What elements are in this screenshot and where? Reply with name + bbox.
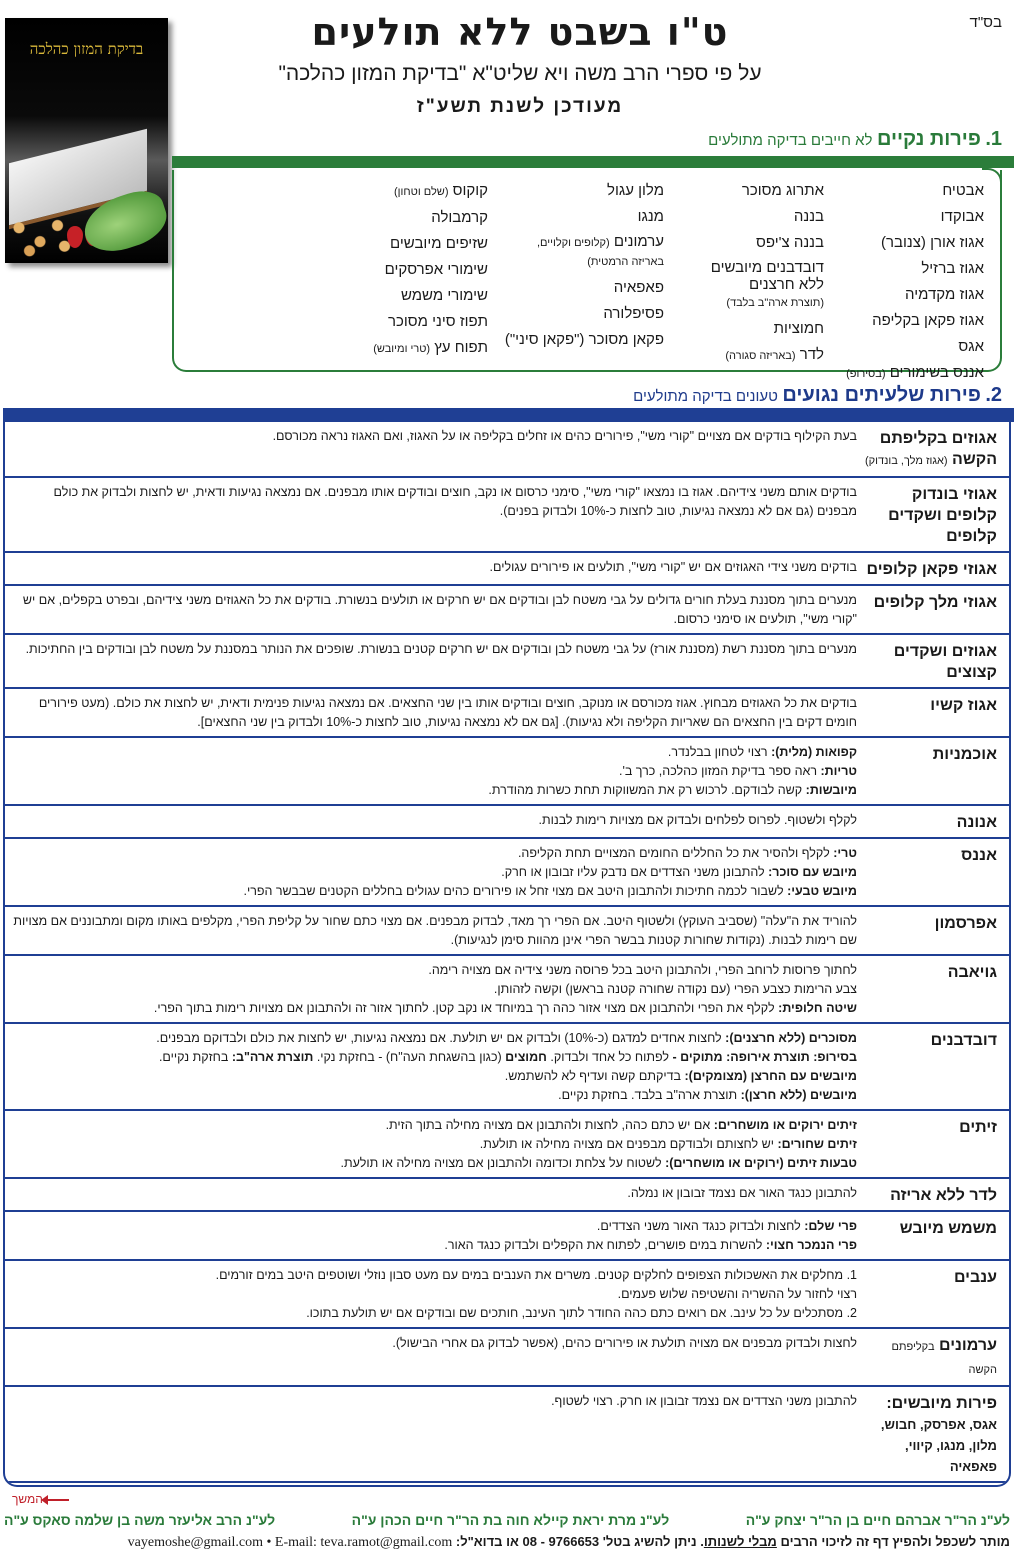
instruction-label: בסירופ: תוצרת אירופה: מתוקים - [672,1050,857,1064]
instruction-line [13,1184,857,1203]
clean-fruit-item [318,335,488,362]
fruit-note: (שלם וטחון) [394,186,449,198]
fruit-name: ענבים [953,1269,997,1286]
instruction-label: תוצרת ארה"ב: [231,1050,314,1064]
fruit-name: אפרסמון [934,915,997,932]
instruction-label: מיובש טבעי: [787,884,857,898]
clean-fruit-item [824,308,984,334]
clean-fruit-item [664,204,824,230]
table-row [5,584,1009,633]
instructions-cell [5,586,859,633]
instruction-label: טריות: [820,764,857,778]
instruction-line [13,1266,857,1285]
fruit-note: (תוצרת ארה"ב בלבד) [726,297,824,309]
contact-line [128,1534,1010,1551]
fruit-name-cell [859,689,1009,736]
instructions-cell [5,478,859,551]
fruit-name: אגוז מקדמיה [905,286,984,303]
instruction-text: צבע הרימות כצבע הפרי (עם נקודה שחורה קטנה בראשן) וקשה לזהותן. [493,982,857,996]
book-cover-image [5,18,168,263]
clean-fruit-item [664,342,824,369]
instructions-cell [5,907,859,954]
clean-fruits-list [318,178,984,387]
instructions-cell [5,1261,859,1327]
email-addresses[interactable]: vayemoshe@gmail.com • E-mail: teva.ramot@gmail.com [127,1535,453,1550]
instruction-label: טרי: [833,846,857,860]
instructions-cell [5,1483,859,1487]
instruction-text: קשה לבודקם. לרכוש רק את המשווקות תחת כשרות מהודרת. [488,783,806,797]
fruit-name: שזיפים מיובשים [390,235,488,252]
fruit-name-cell [859,1212,1009,1259]
fruit-name-cell [859,839,1009,905]
instruction-line [13,1236,857,1255]
chickpeas-icon [5,214,75,260]
instruction-text: להשרות במים פושרים, לפתוח את הקפלים ולבדוק כנגד האור. [444,1238,766,1252]
section-2-note: טעונים בדיקה מתולעים [633,388,778,405]
instruction-text: לחצות ולבדוק מבפנים אם מצויה תולעת או פירורים כהים, (אפשר לבדוק גם אחרי הבישול). [392,1336,857,1350]
instruction-label: טבעות זיתים (ירוקים או מושחרים): [665,1156,857,1170]
fruit-name-cell [859,422,1009,476]
clean-fruit-item [318,283,488,309]
clean-fruits-column [824,178,984,387]
instruction-text: 2. מסתכלים על כל עינב. אם רואים כתם כהה החודר לתוך העינב, חותכים שם ובודקים אם יש תולעת בתוכו. [306,1306,857,1320]
clean-fruit-item [824,230,984,256]
instruction-line [13,999,857,1018]
fruit-name-note: (אגוז מלך, בונדוק) [865,455,948,467]
instruction-text: תוצרת ארה"ב בלבד. בחזקת נקיים. [558,1088,741,1102]
fruit-name: אבטיח [942,182,984,199]
instruction-text: יש לחצותם ולבודקם מבפנים אם מצויה מחילה או תולעת. [479,1137,778,1151]
instruction-label: שיטה חלופית: [778,1001,857,1015]
instruction-line [13,1304,857,1323]
instruction-line [13,1116,857,1135]
instruction-text: 1. מחלקים את האשכולות הצפופים לחלקים קטנים. משרים את הענבים במים עם מעט סבון נוזלי ושוטפים היטב במים זורמים. [215,1268,857,1282]
clean-fruit-item [318,309,488,335]
fruit-name: פאפאיה [613,279,664,296]
fruit-name: אגוזי פקאן קלופים [866,561,997,578]
section-2-bar [3,408,1014,422]
fruit-name: זיתים [959,1119,997,1136]
instruction-text: בעת הקילוף בודקים אם מצויים "קורי משי", פירורים כהים או זחלים בקליפה או על האגוז, ואם האגוז נראה מכורסם. [272,429,857,443]
instruction-text: מנערים בתוך מסננת בעלת חורים גדולים על גבי משטח לבן ובודקים אם יש חרקים או תולעים בנשורת. בודקים את כל האגוזים משני צידיהם, ובפרט בקפלים, אם יש "קורי משי", תולעים או סימני כרסום. [22,593,857,626]
table-row [5,551,1009,584]
instruction-line [13,591,857,629]
instruction-label: פרי שלם: [804,1219,857,1233]
table-row [5,422,1009,476]
fruit-name: אגוזים בקליפתם הקשה [879,430,997,468]
fruit-name: לדר [799,346,824,363]
instruction-text: רצוי לחזור על ההשריה והשטיפה שלוש פעמים. [617,1287,857,1301]
fruit-name: ערמונים [938,1337,997,1354]
instructions-cell [5,738,859,804]
clean-fruits-column [664,178,824,387]
instruction-text: לחצות אחדים למדגם (כ-10%) ולבדוק אם יש תולעת. אם נמצאה נגיעות, יש לחצות את כולם ולבדוקם מבפנים. [156,1031,726,1045]
instruction-text: להתבונן כנגד האור אם נצמד זבובון או נמלה. [627,1186,857,1200]
continue-link[interactable] [12,1492,69,1506]
instruction-line [13,640,857,659]
section-1-bar [172,156,1014,168]
instructions-cell [5,806,859,837]
table-row [5,1109,1009,1177]
table-row [5,954,1009,1022]
instruction-line [13,483,857,521]
fruit-name: שימורי אפרסקים [384,261,488,278]
strawberry-icon [67,226,83,248]
clean-fruit-item [488,204,664,230]
fruit-name: פסיפלורה [603,305,664,322]
instructions-cell [5,635,859,687]
clean-fruit-item [824,256,984,282]
instruction-line [13,1048,857,1067]
section-1-number: 1. [985,128,1002,150]
instruction-line [13,1334,857,1353]
instruction-label: מיובש עם סוכר: [768,865,857,879]
infested-fruits-table [3,422,1011,1487]
instruction-line [13,912,857,950]
fruit-name-cell [859,1483,1009,1487]
instruction-text: בודקים אותם משני צידיהם. אגוז בו נמצאו "קורי משי", סימני כרסום או נקב, חוצים ובודקים אותו מבפנים. אם נמצאה נגיעות ודאית, יש לחצות ולבדוק את כולם מבפנים (גם אם לא נמצאה נגיעות, טוב לחצות כ-10% ולבדוק בפנים). [53,485,857,518]
table-row [5,1327,1009,1385]
clean-fruit-item [824,178,984,204]
instructions-cell [5,1179,859,1210]
instructions-cell [5,1212,859,1259]
instruction-text: להתבונן משני הצדדים אם נדבק עליו זבובון או חרק. [501,865,769,879]
memorial-line [4,1512,1010,1528]
instructions-cell [5,1387,859,1481]
instruction-text: אם יש כתם כהה, לחצות ולהתבונן אם מצויה מחילה בתוך הזית. [385,1118,714,1132]
instruction-text: (כגון בהשגחת העה"ח) - בחזקת נקי. [313,1050,506,1064]
obtain-text: . ניתן להשיג בטל' 9766653 - 08 או בדוא"ל: [452,1534,704,1549]
fruit-name-cell [859,1179,1009,1210]
instruction-line [13,1285,857,1304]
table-row [5,837,1009,905]
fruit-name-cell [859,553,1009,584]
table-row [5,687,1009,736]
fruit-name: בננה [793,208,824,225]
clean-fruit-item [824,282,984,308]
fruit-name: פירות מיובשים: [886,1395,997,1412]
instruction-line [13,694,857,732]
permission-underlined: מבלי לשנותו [703,1534,777,1549]
fruit-name: שימורי משמש [400,287,488,304]
fruit-name: מנגו [637,208,664,225]
instruction-line [13,980,857,999]
clean-fruit-item [318,178,488,205]
permission-text: מותר לשכפל ולהפיץ דף זה לזיכוי הרבים [776,1534,1010,1549]
section-2-heading [633,384,1002,407]
fruit-name: בננה צ'יפס [756,234,824,251]
fruit-name-cell [859,478,1009,551]
instruction-text: בחזקת נקיים. [158,1050,232,1064]
instruction-label: קפואות (מלית): [771,745,857,759]
instruction-text: לקלף את הפרי ולהתבונן אם מצוי אזור כהה רך במיוחד או נקב קטן. לחתוך אזור זה ולהתבונן אם מצויות רימות בתוך הפרי. [153,1001,779,1015]
instruction-label: מיובשים (ללא חרצן): [740,1088,857,1102]
table-row [5,1385,1009,1481]
clean-fruit-item [664,256,824,316]
instruction-label: חמוצים [505,1050,547,1064]
fruit-name: אגס [958,338,984,355]
instruction-text: לפתוח כל אחד ולבדוק. [546,1050,673,1064]
fruit-name-note: בקליפתם הקשה [891,1341,997,1376]
fruit-name: פקאן מסוכר ("פקאן סיני") [504,331,664,348]
instructions-cell [5,422,859,476]
instruction-line [13,762,857,781]
instruction-line [13,844,857,863]
instruction-label: זיתים שחורים: [777,1137,857,1151]
table-row [5,633,1009,687]
clean-fruit-item [318,231,488,257]
fruit-name-cell [859,1024,1009,1109]
fruit-name: תפוז סיני מסוכר [388,313,488,330]
instruction-line [13,1154,857,1173]
instruction-label: זיתים ירוקים או מושחרים: [713,1118,857,1132]
clean-fruit-item [664,230,824,256]
instruction-text: בדיקתם קשה ועדיף לא להשתמש. [504,1069,685,1083]
instruction-text: לקלף ולהסיר את כל החללים החומים המצויים תחת הקליפה. [517,846,834,860]
table-row [5,736,1009,804]
instruction-line [13,1029,857,1048]
clean-fruit-item [318,205,488,231]
clean-fruit-item [664,178,824,204]
arrow-left-icon [47,1499,69,1501]
instruction-text: בודקים משני צידי האגוזים אם יש "קורי משי", תולעים או פירורים עגולים. [489,560,857,574]
updated-note: מעודכן לשנת תשע"ז [416,96,624,117]
fruit-name: ערמונים [613,233,664,250]
instruction-text: ראה ספר בדיקת המזון כהלכה, כרך ב'. [618,764,821,778]
fruit-name: לדר ללא אריזה [890,1187,997,1204]
instruction-line [13,558,857,577]
instruction-text: להוריד את ה"עלה" (שסביב העוקץ) ולשטוף היטב. אם הפרי רך מאד, לבדוק מבפנים. אם מצוי כתם שחור על קליפת הפרי, מקלפים באותו מקום ומתבוננים אם מצויות שם רימות לבנות. (נקודות שחורות קטנות בבשר הפרי אינן מהוות סימן לנגיעות). [13,914,857,947]
fruit-name: משמש מיובש [899,1220,997,1237]
fruit-name-cell [859,1261,1009,1327]
table-row [5,1210,1009,1259]
clean-fruit-item [488,301,664,327]
bsd-mark: בס"ד [969,14,1002,31]
fruit-name: מלון עגול [607,182,664,199]
instruction-line [13,1217,857,1236]
instruction-line [13,427,857,446]
instruction-text: לשטוח על צלחת וכדומה ולהתבונן אם מצויה מחילה או תולעת. [340,1156,666,1170]
table-row [5,1177,1009,1210]
fruit-name: אגוזי מלך קלופים [873,594,997,611]
fruit-name: קוקוס [452,182,488,199]
fruit-note: (בסירופ) [846,368,886,380]
table-row [5,1022,1009,1109]
clean-fruits-column [488,178,664,387]
instruction-text: להתבונן משני הצדדים אם נצמד זבובון או חרק. רצוי לשטוף. [551,1394,857,1408]
page-title: ט"ו בשבט ללא תולעים [311,10,729,54]
clean-fruit-item [664,316,824,342]
fruit-name-cell [859,907,1009,954]
clean-fruit-item [824,204,984,230]
instruction-text: לשבור לכמה חתיכות ולהתבונן היטב אם מצוי זחל או פירורים כהים עגולים בחללים הקטנים שבבשר הפרי. [243,884,788,898]
clean-fruit-item [488,178,664,204]
fruit-name: אגוזי בונדוק קלופים ושקדים קלופים [888,486,997,545]
fruit-name: אגוז פקאן בקליפה [872,312,984,329]
fruit-note: (קלופים וקלויים, [536,237,610,249]
section-1-note: לא חייבים בדיקה מתולעים [708,132,873,149]
fruit-name: חמוציות [773,320,824,337]
fruit-name-cell [859,956,1009,1022]
fruit-name-cell [859,1329,1009,1385]
instruction-label: מיובשים עם החרצן (מצומקים): [684,1069,857,1083]
fruit-name: גויאבה [947,964,997,981]
instruction-line [13,1392,857,1411]
section-2-title: פירות שלעיתים נגועים [782,384,981,406]
clean-fruit-item [488,327,664,353]
clean-fruit-item [824,334,984,360]
page-subtitle: על פי ספרי הרב משה ויא שליט"א "בדיקת המזון כהלכה" [278,62,762,85]
instruction-label: מיובשות: [805,783,857,797]
fruit-name-cell [859,738,1009,804]
table-row [5,1259,1009,1327]
fruit-name: אנונה [956,814,997,831]
fruit-name: אננס [961,847,997,864]
instructions-cell [5,553,859,584]
section-1-heading [708,128,1002,151]
instruction-text: בודקים את כל האגוזים מבחוץ. אגוז מכורסם או מנוקב, חוצים ובודקים אותו בין שני החצאים. אם נמצאה נגיעות פנימית ודאית, יש לחצות את כולם. (מעט פירורים חומים דקים בין החצאים הם שאריות הקליפה ולא נגיעות). [גם אם לא נמצאה נגיעות, טוב לחצות כ-10% ולבדוק בין שני החצאים]. [38,696,857,729]
instructions-cell [5,1024,859,1109]
fruit-note: (באריזה סגורה) [725,350,796,362]
instruction-text: לחתוך פרוסות לרוחב הפרי, ולהתבונן היטב בכל פרוסה משני צידיה אם מצויה רימה. [428,963,857,977]
fruit-name: אגוז אורן (צנובר) [881,234,984,251]
fruit-name: אבוקדו [940,208,984,225]
instruction-line [13,811,857,830]
instruction-text: לחצות ולבדוק כנגד האור משני הצדדים. [596,1219,805,1233]
fruit-name: תפוח עץ [434,339,488,356]
instruction-label: פרי הנמכר חצוי: [765,1238,857,1252]
instruction-text: רצוי לטחון בבלנדר. [667,745,772,759]
fruit-name: אגוז ברזיל [921,260,984,277]
instruction-line [13,1135,857,1154]
instructions-cell [5,1329,859,1385]
clean-fruits-column [318,178,488,387]
continue-label: המשך [12,1492,43,1506]
fruit-note: באריזה הרמטית) [587,256,664,268]
clean-fruit-item [824,360,984,387]
memorial-2: לע"נ מרת יראת קיילא חוה בת הר"ר חיים הכהן ע"ה [351,1512,670,1528]
fruit-name: דובדבנים [930,1032,997,1049]
clean-fruit-item [488,275,664,301]
fruit-name: אננס בשימורים [889,364,984,381]
fruit-list: אגס, אפרסק, חבוש, מלון, מנגו, קיווי, פאפאיה [880,1417,997,1474]
fruit-name: אגוז קשיו [930,697,997,714]
clean-fruit-item [488,230,664,275]
memorial-1: לע"נ הר"ר אברהם חיים בן הר"ר יצחק ע"ה [745,1512,1010,1528]
instructions-cell [5,839,859,905]
fruit-name: אתרוג מסוכר [741,182,824,199]
memorial-3: לע"נ הרב אליעזר משה בן שלמה סאקס ע"ה [4,1512,276,1528]
instructions-cell [5,1111,859,1177]
fruit-name: קרמבולה [431,209,488,226]
instruction-text: לקלף ולשטוף. לפרוס לפלחים ולבדוק אם מצויות רימות לבנות. [538,813,857,827]
instruction-line [13,1067,857,1086]
fruit-name-cell [859,635,1009,687]
table-row [5,905,1009,954]
fruit-name: דובדבנים מיובשים [710,259,824,276]
book-cover-title: בדיקת המזון כהלכה [29,40,144,58]
instruction-text: מנערים בתוך מסננת רשת (מסננת אורז) על גבי משטח לבן ובודקים אם יש חרקים קטנים בנשורת. שופכים את הנותר במסננת על משטח לבן ובודקים בין החתיכות. [25,642,857,656]
instruction-line [13,1086,857,1105]
instruction-label: מסוכרים (ללא חרצנים): [725,1031,857,1045]
instruction-line [13,781,857,800]
instruction-line [13,961,857,980]
fruit-note: (טרי ומיובש) [373,343,431,355]
instruction-line [13,882,857,901]
fruit-name-cell [859,806,1009,837]
section-2-number: 2. [985,384,1002,406]
table-row [5,1481,1009,1487]
table-row [5,804,1009,837]
fruit-name: אוכמניות [932,746,997,763]
instruction-line [13,863,857,882]
fruit-name-cell [859,1387,1009,1481]
instructions-cell [5,956,859,1022]
section-1-title: פירות נקיים [876,128,981,150]
fruit-name: אגוזים ושקדים קצוצים [893,643,997,681]
clean-fruit-item [318,257,488,283]
instruction-line [13,743,857,762]
fruit-name-cell [859,586,1009,633]
table-row [5,476,1009,551]
instructions-cell [5,689,859,736]
fruit-name-cont: ללא חרצנים [749,276,824,293]
fruit-name-cell [859,1111,1009,1177]
